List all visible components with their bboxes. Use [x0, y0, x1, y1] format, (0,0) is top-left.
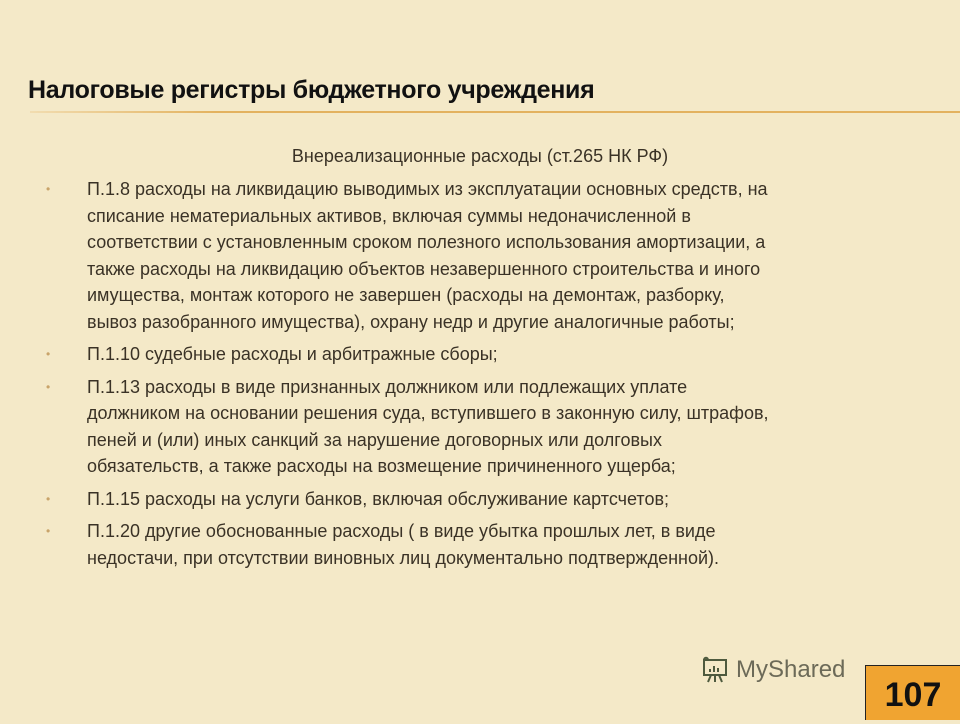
list-item-text: П.1.13 расходы в виде признанных должником или подлежащих уплате	[87, 376, 688, 397]
bullet-icon: •	[46, 491, 51, 506]
list-item-text: недостачи, при отсутствии виновных лиц документально подтвержденной).	[87, 547, 720, 568]
bullet-list	[46, 176, 926, 577]
bullet-icon: •	[46, 347, 51, 361]
list-item-text: вывоз разобранного имущества), охрану недр и другие аналогичные работы;	[87, 311, 735, 332]
list-item	[46, 518, 926, 571]
list-item-text: П.1.15 расходы на услуги банков, включая обслуживание картсчетов;	[87, 488, 670, 509]
bullet-icon: •	[46, 379, 51, 394]
list-item	[46, 176, 926, 335]
list-item-text: обязательств, а также расходы на возмещение причиненного ущерба;	[87, 456, 676, 476]
list-item	[46, 341, 926, 368]
list-item-text: имущества, монтаж которого не завершен (расходы на демонтаж, разборку,	[87, 285, 725, 305]
title-divider	[30, 111, 960, 113]
slide-title: Налоговые регистры бюджетного учреждения	[28, 76, 595, 104]
list-item	[46, 486, 926, 513]
list-item-text: пеней и (или) иных санкций за нарушение договорных или долговых	[87, 429, 662, 450]
list-item-text: П.1.20 другие обоснованные расходы ( в виде убытка прошлых лет, в виде	[87, 521, 716, 541]
list-item-text: также расходы на ликвидацию объектов незавершенного строительства и иного	[87, 258, 761, 279]
list-item-text: списание нематериальных активов, включая суммы недоначисленной в	[87, 205, 691, 226]
page-number: 107	[865, 665, 960, 720]
slide-subtitle: Внереализационные расходы (ст.265 НК РФ)	[291, 146, 669, 166]
watermark-logo	[700, 655, 845, 685]
bullet-icon: •	[46, 524, 51, 538]
list-item-text: соответствии с установленным сроком полезного использования амортизации, а	[87, 232, 766, 252]
list-item-text: П.1.10 судебные расходы и арбитражные сборы;	[87, 344, 498, 364]
list-item	[46, 374, 926, 480]
list-item-text: должником на основании решения суда, вступившего в законную силу, штрафов,	[87, 403, 769, 423]
presentation-icon	[700, 655, 730, 685]
watermark-text: MyShared	[736, 656, 846, 683]
bullet-icon: •	[46, 182, 51, 196]
list-item-text: П.1.8 расходы на ликвидацию выводимых из эксплуатации основных средств, на	[87, 179, 768, 199]
